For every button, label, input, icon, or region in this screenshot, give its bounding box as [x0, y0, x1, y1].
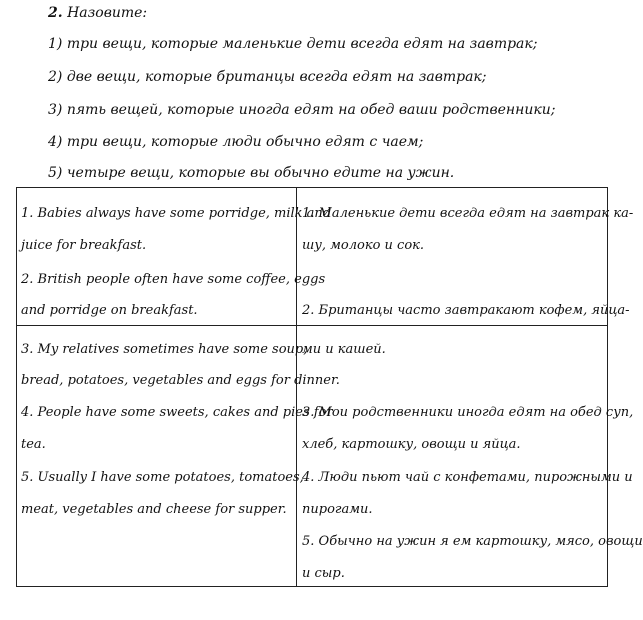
english-line-5: 3. My relatives sometimes have some soup, — [21, 342, 308, 357]
english-line-1: 1. Babies always have some porridge, milk and — [21, 206, 332, 221]
answer-table — [16, 187, 643, 587]
task-item-3: 3) пять вещей, которые иногда едят на обед ваши родственники; — [48, 102, 556, 118]
russian-line-8: пирогами. — [302, 502, 373, 517]
english-line-9: 5. Usually I have some potatoes, tomatoes, — [21, 470, 304, 485]
english-line-8: tea. — [21, 437, 46, 452]
task-item-5: 5) четыре вещи, которые вы обычно едите на ужин. — [48, 165, 455, 181]
russian-line-1: 1. Маленькие дети всегда едят на завтрак ка- — [302, 206, 634, 221]
task-item-4: 4) три вещи, которые люди обычно едят с чаем; — [48, 134, 424, 150]
english-line-2: juice for breakfast. — [21, 238, 147, 253]
english-line-6: bread, potatoes, vegetables and eggs for dinner. — [21, 373, 340, 388]
russian-line-6: хлеб, картошку, овощи и яйца. — [302, 437, 521, 452]
russian-line-10: и сыр. — [302, 566, 345, 581]
english-line-7: 4. People have some sweets, cakes and pies for — [21, 405, 333, 420]
russian-line-9: 5. Обычно на ужин я ем картошку, мясо, овощи — [302, 534, 643, 549]
russian-line-4: ми и кашей. — [302, 342, 386, 357]
english-line-4: and porridge on breakfast. — [21, 303, 198, 318]
task-number: 2. — [48, 5, 63, 21]
english-line-10: meat, vegetables and cheese for supper. — [21, 502, 287, 517]
russian-line-7: 4. Люди пьют чай с конфетами, пирожными и — [302, 470, 633, 485]
russian-line-5: 3. Мои родственники иногда едят на обед суп, — [302, 405, 634, 420]
english-line-3: 2. British people often have some coffee, eggs — [21, 272, 326, 287]
russian-line-2: шу, молоко и сок. — [302, 238, 425, 253]
row-divider — [17, 325, 607, 326]
task-item-1: 1) три вещи, которые маленькие дети всегда едят на завтрак; — [48, 36, 538, 52]
task-title: Назовите: — [67, 5, 148, 21]
task-item-2: 2) две вещи, которые британцы всегда едят на завтрак; — [48, 69, 487, 85]
task-heading — [48, 2, 147, 24]
russian-line-3: 2. Британцы часто завтракают кофем, яйца- — [302, 303, 630, 318]
